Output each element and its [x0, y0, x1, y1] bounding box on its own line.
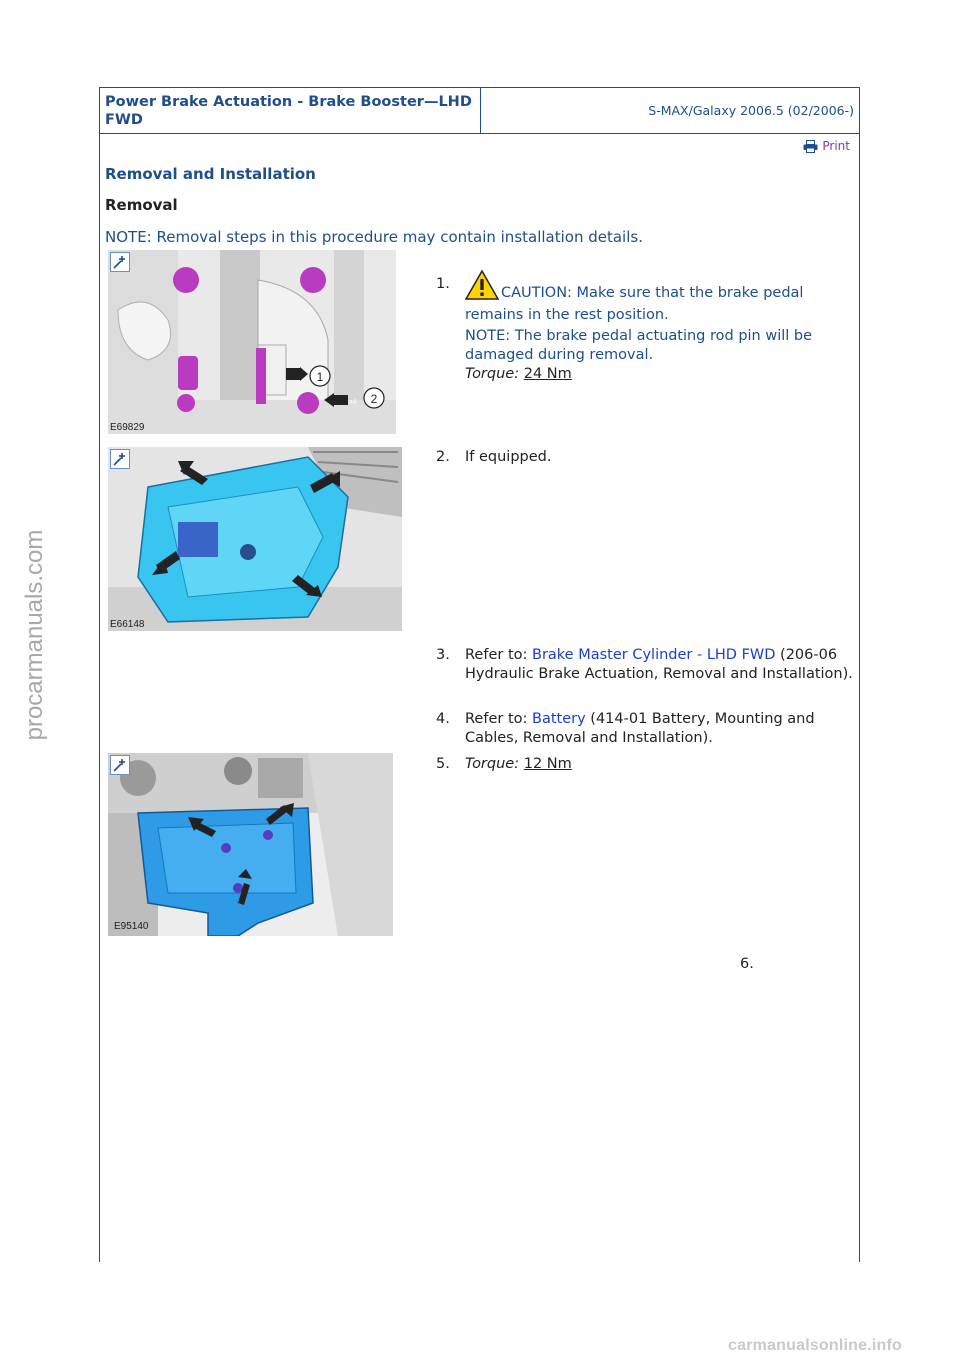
figure-label: E66148: [110, 619, 145, 630]
torque-label: Torque:: [465, 756, 520, 772]
bottom-watermark: carmanualsonline.info: [728, 1337, 903, 1354]
torque-spec: [465, 755, 861, 774]
step-body: [465, 710, 861, 748]
zoom-icon[interactable]: [110, 449, 130, 469]
step-number: 3.: [436, 647, 450, 663]
figure-label: E95140: [114, 921, 149, 932]
torque-value[interactable]: 24 Nm: [523, 366, 572, 382]
callout-2: 2: [370, 392, 378, 406]
callout-x4: x4: [349, 399, 357, 406]
step-text: If equipped.: [465, 449, 552, 465]
refer-suffix: (206-06 Hydraulic Brake Actuation, Removal and Installation).: [465, 647, 853, 682]
section-title: Removal and Installation: [105, 165, 316, 183]
header-title-cell: [100, 88, 481, 133]
caution-label: CAUTION: Make sure that the brake pedal remains in the rest position.: [465, 285, 804, 323]
refer-prefix: Refer to:: [465, 647, 528, 663]
warning-triangle-icon: [465, 270, 499, 306]
figure-e69829[interactable]: [108, 250, 396, 434]
side-watermark-text: procarmanuals.com: [21, 529, 48, 741]
zoom-icon[interactable]: [110, 252, 130, 272]
brake-pedal-illustration: [108, 250, 396, 434]
figure-e95140[interactable]: [108, 753, 393, 936]
document-frame: [99, 87, 860, 1262]
zoom-icon[interactable]: [110, 755, 130, 775]
step-body: [465, 270, 861, 384]
page-title: Power Brake Actuation - Brake Booster—LHD FWD: [105, 94, 472, 128]
battery-tray-illustration: [108, 753, 393, 936]
refer-suffix: (414-01 Battery, Mounting and Cables, Removal and Installation).: [465, 711, 815, 746]
engine-cover-illustration: [108, 447, 402, 631]
torque-spec: [465, 365, 861, 384]
side-watermark: [15, 485, 55, 785]
print-label: Print: [822, 139, 850, 153]
step-number: 2.: [436, 449, 450, 465]
step-note: NOTE: The brake pedal actuating rod pin will be damaged during removal.: [465, 328, 813, 363]
battery-link[interactable]: Battery: [532, 711, 586, 727]
caution-text: [465, 270, 861, 325]
figure-e66148[interactable]: [108, 447, 402, 631]
step-number: 6.: [740, 956, 754, 972]
refer-prefix: Refer to:: [465, 711, 528, 727]
document-header: [100, 88, 859, 134]
print-button[interactable]: [803, 139, 850, 153]
subsection-title: Removal: [105, 196, 178, 214]
step-number: 1.: [436, 276, 450, 292]
vehicle-model: S-MAX/Galaxy 2006.5 (02/2006-): [648, 103, 854, 118]
step-body: [465, 646, 861, 684]
printer-icon: [803, 140, 818, 153]
figure-label: E69829: [110, 422, 145, 433]
callout-1: 1: [316, 370, 324, 384]
general-note: NOTE: Removal steps in this procedure may contain installation details.: [105, 228, 643, 246]
step-number: 4.: [436, 711, 450, 727]
torque-label: Torque:: [465, 366, 520, 382]
step-number: 5.: [436, 756, 450, 772]
torque-value[interactable]: 12 Nm: [523, 756, 572, 772]
brake-master-cylinder-link[interactable]: Brake Master Cylinder - LHD FWD: [532, 647, 776, 663]
